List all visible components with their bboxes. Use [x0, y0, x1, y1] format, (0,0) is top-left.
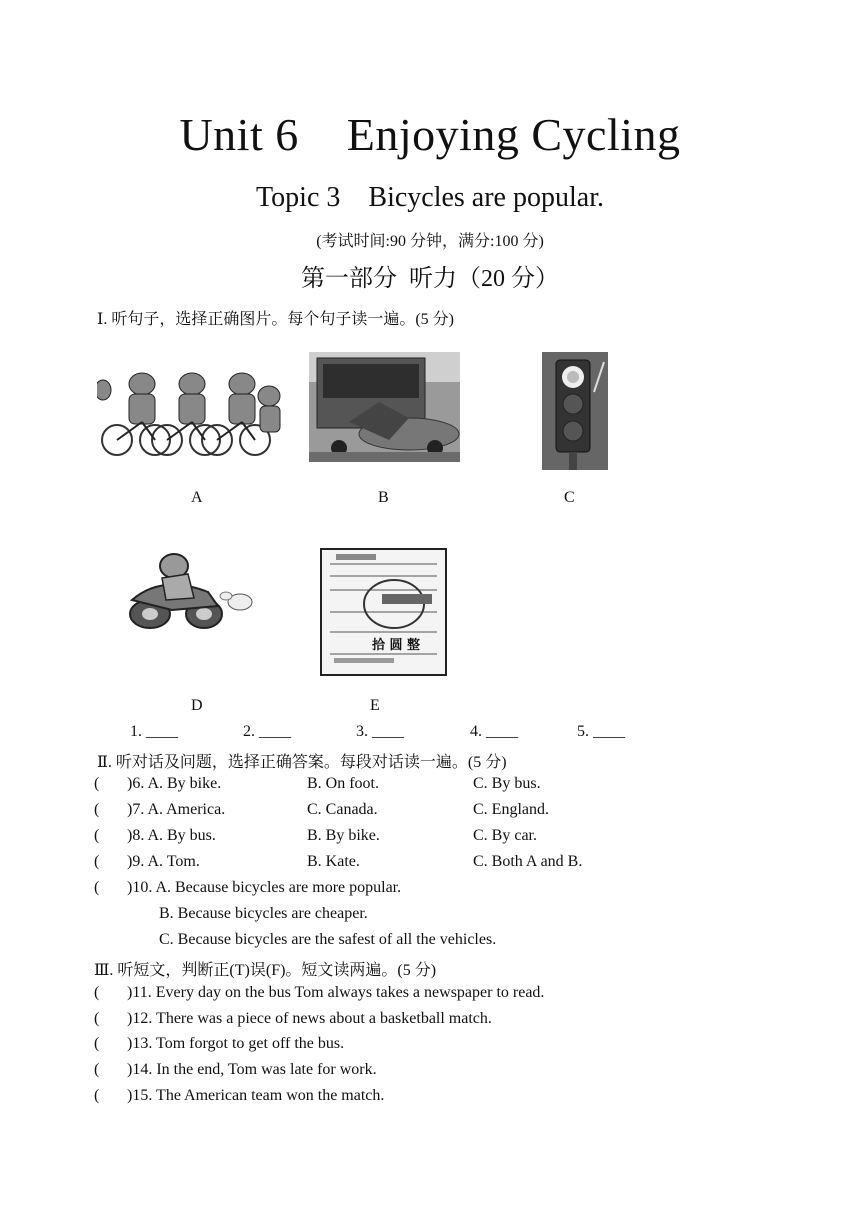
tf-statement: )12. There was a piece of news about a basketball match. — [127, 1010, 492, 1027]
question-option-c: C. England. — [473, 801, 549, 818]
picture-label-c: C — [564, 489, 575, 506]
page-title: Unit 6 Enjoying Cycling — [179, 109, 681, 160]
tf-statement: )14. In the end, Tom was late for work. — [127, 1061, 377, 1078]
question-option-b: C. Canada. — [307, 801, 378, 818]
answer-paren[interactable]: ( — [94, 1061, 100, 1078]
answer-paren[interactable]: ( — [94, 984, 100, 1001]
picture-label-e: E — [370, 697, 380, 714]
section1-heading: Ⅰ. 听句子，选择正确图片。每个句子读一遍。(5 分) — [97, 311, 454, 328]
topic-subtitle: Topic 3 Bicycles are popular. — [256, 182, 604, 213]
picture-label-b: B — [378, 489, 389, 506]
question-option-a: )6. A. By bike. — [127, 775, 222, 792]
answer-paren[interactable]: ( — [94, 775, 100, 792]
exam-note: (考试时间:90 分钟，满分:100 分) — [316, 233, 544, 250]
question-option-a: )10. A. Because bicycles are more popular. — [127, 879, 402, 896]
question-option-a: )9. A. Tom. — [127, 853, 200, 870]
bus-car-crash-image — [309, 352, 460, 462]
traffic-light-image — [542, 352, 608, 470]
question-option-a: )7. A. America. — [127, 801, 226, 818]
answer-blank-1[interactable]: 1. ____ — [130, 723, 178, 740]
question-option-b: B. Because bicycles are cheaper. — [159, 905, 368, 922]
answer-paren[interactable]: ( — [94, 1035, 100, 1052]
question-option-c: C. Both A and B. — [473, 853, 583, 870]
answer-paren[interactable]: ( — [94, 801, 100, 818]
question-option-b: B. Kate. — [307, 853, 360, 870]
answer-paren[interactable]: ( — [94, 1087, 100, 1104]
receipt-amount: 拾 圆 整 — [372, 638, 421, 653]
section2-heading: Ⅱ. 听对话及问题，选择正确答案。每段对话读一遍。(5 分) — [97, 754, 507, 771]
section3-heading: Ⅲ. 听短文，判断正(T)误(F)。短文读两遍。(5 分) — [94, 962, 437, 979]
answer-paren[interactable]: ( — [94, 827, 100, 844]
answer-blank-2[interactable]: 2. ____ — [243, 723, 291, 740]
answer-blank-3[interactable]: 3. ____ — [356, 723, 404, 740]
receipt-stamp-icon — [322, 550, 445, 674]
question-option-b: B. By bike. — [307, 827, 380, 844]
answer-paren[interactable]: ( — [94, 853, 100, 870]
question-option-b: B. On foot. — [307, 775, 379, 792]
answer-paren[interactable]: ( — [94, 1010, 100, 1027]
motorcycle-rider-image — [122, 550, 256, 632]
answer-paren[interactable]: ( — [94, 879, 100, 896]
question-option-a: )8. A. By bus. — [127, 827, 216, 844]
answer-blank-4[interactable]: 4. ____ — [470, 723, 518, 740]
question-option-c: C. By bus. — [473, 775, 541, 792]
answer-blank-5[interactable]: 5. ____ — [577, 723, 625, 740]
cyclists-racing-image — [97, 356, 283, 462]
question-option-c: C. By car. — [473, 827, 537, 844]
fine-receipt-image — [320, 548, 447, 676]
part-heading: 第一部分 听力（20 分） — [301, 266, 559, 292]
question-option-c: C. Because bicycles are the safest of all the vehicles. — [159, 931, 497, 948]
tf-statement: )11. Every day on the bus Tom always takes a newspaper to read. — [127, 984, 545, 1001]
picture-label-d: D — [191, 697, 203, 714]
tf-statement: )15. The American team won the match. — [127, 1087, 385, 1104]
picture-label-a: A — [191, 489, 203, 506]
tf-statement: )13. Tom forgot to get off the bus. — [127, 1035, 345, 1052]
